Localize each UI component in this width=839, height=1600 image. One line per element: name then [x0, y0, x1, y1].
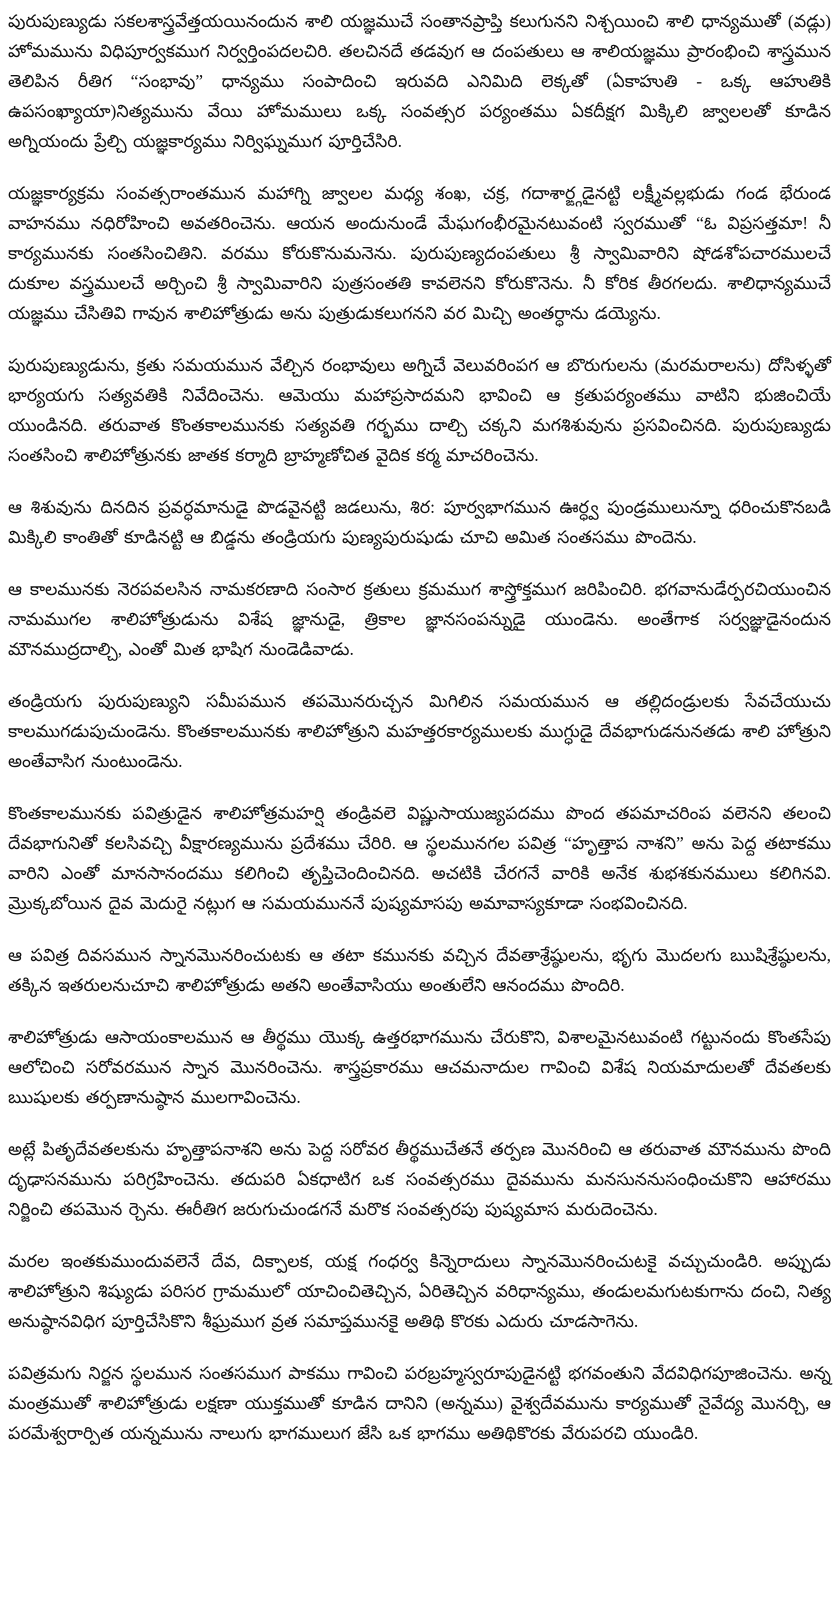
paragraph: పురుపుణ్యుడును, క్రతు సమయమున వేల్చిన రంభావులు అగ్నిచే వెలువరింపగ ఆ బొరుగులను (మరమరాలను) దోసిళ్ళతో భార్యయగు సత్యవతికి నివేదించెను. ఆమెయు మహాప్రసాదమని భావించి ఆ క్రతుపర్యంతము వాటిని భుజించియే యుండినది. తరువాత కొంతకాలమునకు సత్యవతి గర్భము దాల్చి చక్కని మగశిశువును ప్రసవించినది. పురుపుణ్యుడు సంతసించి శాలిహోత్రునకు జాతక కర్మాది బ్రాహ్మణోచిత వైదిక కర్మ మాచరించెను. — [8, 355, 831, 465]
document-body — [8, 6, 831, 1448]
paragraph: శాలిహోత్రుడు ఆసాయంకాలమున ఆ తీర్థము యొక్క ఉత్తరభాగమును చేరుకొని, విశాలమైనటువంటి గట్టునందు కొంతసేపు ఆలోచించి సరోవరమున స్నాన మొనరించెను. శాస్త్రప్రకారము ఆచమనాదుల గావించి విశేష నియమాదులతో దేవతలకు ఋషులకు తర్పణానుష్ఠాన ములగావించెను. — [8, 1027, 831, 1107]
paragraph: అట్లే పితృదేవతలకును హృత్తాపనాశని అను పెద్ద సరోవర తీర్థముచేతనే తర్పణ మొనరించి ఆ తరువాత మౌనమును పొంది దృఢాసనమును పరిగ్రహించెను. తదుపరి ఏకధాటిగ ఒక సంవత్సరము దైవమును మనసుననుసంధించుకొని ఆహారము నిర్జించి తపమొన ర్చెను. ఈరీతిగ జరుగుచుండగనే మరొక సంవత్సరపు పుష్యమాస మరుదెంచెను. — [8, 1139, 831, 1219]
paragraph: ఆ కాలమునకు నెరపవలసిన నామకరణాది సంసార క్రతులు క్రమముగ శాస్త్రోక్తముగ జరిపించిరి. భగవానుడేర్పరచియుంచిన నామముగల శాలిహోత్రుడును విశేష జ్ఞానుడై, త్రికాల జ్ఞానసంపన్నుడై యుండెను. అంతేగాక సర్వజ్ఞుడైనందున మౌనముద్రదాల్చి, ఎంతో మిత భాషిగ నుండెడివాడు. — [8, 579, 831, 659]
paragraph: ఆ పవిత్ర దివసమున స్నానమొనరించుటకు ఆ తటా కమునకు వచ్చిన దేవతాశ్రేష్ఠులను, భృగు మొదలగు ఋషిశ్రేష్ఠులను, తక్కిన ఇతరులనుచూచి శాలిహోత్రుడు అతని అంతేవాసియు అంతులేని ఆనందము పొందిరి. — [8, 945, 831, 995]
paragraph: ఆ శిశువును దినదిన ప్రవర్ధమానుడై పొడవైనట్టి జడలును, శిర: పూర్వభాగమున ఊర్ధ్వ పుండ్రములున్నూ ధరించుకొనబడి మిక్కిలి కాంతితో కూడినట్టి ఆ బిడ్డను తండ్రియగు పుణ్యపురుషుడు చూచి అమిత సంతసము పొందెను. — [8, 497, 831, 547]
paragraph: పవిత్రమగు నిర్జన స్థలమున సంతసముగ పాకము గావించి పరబ్రహ్మస్వరూపుడైనట్టి భగవంతుని వేదవిధిగపూజించెను. అన్న మంత్రముతో శాలిహోత్రుడు లక్షణా యుక్తముతో కూడిన దానిని (అన్నము) వైశ్వదేవమును కార్యముతో నైవేద్య మొనర్చి, ఆ పరమేశ్వరార్పిత యన్నమును నాలుగు భాగములుగ జేసి ఒక భాగము అతిథికొరకు వేరుపరచి యుండిరి. — [8, 1363, 831, 1443]
paragraph: మరల ఇంతకుముందువలెనే దేవ, దిక్పాలక, యక్ష గంధర్వ కిన్నెరాదులు స్నానమొనరించుటకై వచ్చుచుండిరి. అప్పుడు శాలిహోత్రుని శిష్యుడు పరిసర గ్రామములో యాచించితెచ్చిన, ఏరితెచ్చిన వరిధాన్యము, తండులమగుటకుగాను దంచి, నిత్య అనుష్ఠానవిధిగ పూర్తిచేసికొని శీఘ్రముగ వ్రత సమాప్తమునకై అతిథి కొరకు ఎదురు చూడసాగెను. — [8, 1251, 831, 1331]
paragraph: యజ్ఞకార్యక్రమ సంవత్సరాంతమున మహాగ్ని జ్వాలల మధ్య శంఖ, చక్ర, గదాశార్ఙ్గడైనట్టి లక్ష్మీవల్లభుడు గండ భేరుండ వాహనము నధిరోహించి అవతరించెను. ఆయన అందునుండే మేఘగంభీరమైనటువంటి స్వరముతో “ఓ విప్రసత్తమా! నీ కార్యమునకు సంతసించితిని. వరము కోరుకొనుమనెను. పురుపుణ్యదంపతులు శ్రీ స్వామివారిని షోడశోపచారములచే దుకూల వస్త్రములచే అర్చించి శ్రీ స్వామివారిని పుత్రసంతతి కావలెనని కోరుకొనెను. నీ కోరిక తీరగలదు. శాలిధాన్యముచే యజ్ఞము చేసితివి గావున శాలిహోత్రుడు అను పుత్రుడుకలుగనని వర మిచ్చి అంతర్ధాను డయ్యెను. — [8, 183, 831, 323]
paragraph: కొంతకాలమునకు పవిత్రుడైన శాలిహోత్రమహర్షి తండ్రివలె విష్ణుసాయుజ్యపదము పొంద తపమాచరింప వలెనని తలంచి దేవభాగునితో కలసివచ్చి వీక్షారణ్యమును ప్రదేశము చేరిరి. ఆ స్థలమునగల పవిత్ర “హృత్తాప నాశని” అను పెద్ద తటాకము వారిని ఎంతో మానసానందము కలిగించి తృప్తిచెందించినది. అచటికి చేరగనే వారికి అనేక శుభశకునములు కలిగినవి. మ్రొక్కబోయిన దైవ మెదురై నట్లుగ ఆ సమయముననే పుష్యమాసపు అమావాస్యకూడా సంభవించినది. — [8, 803, 831, 913]
paragraph: తండ్రియగు పురుపుణ్యుని సమీపమున తపమొనరుచ్చన మిగిలిన సమయమున ఆ తల్లిదండ్రులకు సేవచేయుచు కాలముగడుపుచుండెను. కొంతకాలమునకు శాలిహోత్రుని మహత్తరకార్యములకు ముగ్ధుడై దేవభాగుడనునతడు శాలి హోత్రుని అంతేవాసిగ నుంటుండెను. — [8, 691, 831, 771]
paragraph: పురుపుణ్యుడు సకలశాస్త్రవేత్తయయినందున శాలి యజ్ఞముచే సంతానప్రాప్తి కలుగునని నిశ్చయించి శాలి ధాన్యముతో (వడ్లు) హోమమును విధిపూర్వకముగ నిర్వర్తింపదలచిరి. తలచినదే తడవుగ ఆ దంపతులు ఆ శాలియజ్ఞము ప్రారంభించి శాస్త్రమున తెలిపిన రీతిగ “సంభావు” ధాన్యము సంపాదించి ఇరువది ఎనిమిది లెక్కతో (ఏకాహుతి - ఒక్క ఆహుతికి ఉపసంఖ్యాయా)నిత్యమును వేయి హోమములు ఒక్క సంవత్సర పర్యంతము ఏకదీక్షగ మిక్కిలి జ్వాలలతో కూడిన అగ్నియందు ప్రేల్చి యజ్ఞకార్యము నిర్విఘ్నముగ పూర్తిచేసిరి. — [8, 11, 831, 151]
